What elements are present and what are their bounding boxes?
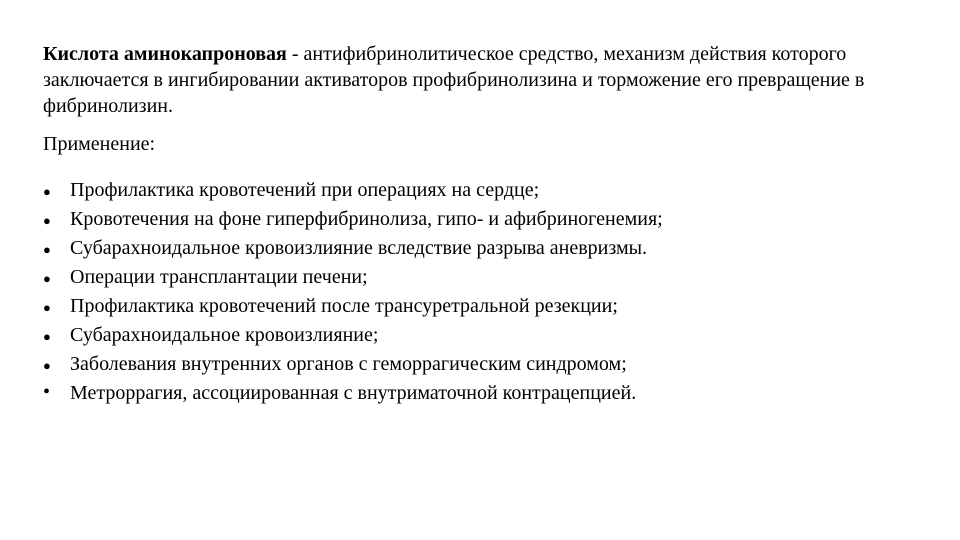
bullet-icon: • bbox=[43, 381, 51, 403]
intro-description: - антифибринолитическое средство, механизм действия которого заключается в ингибировании активаторов профибринолизина и торможение его превращение в фибринолизин. bbox=[43, 43, 865, 117]
bullet-icon: ● bbox=[43, 300, 51, 315]
list-item-text: Заболевания внутренних органов с геморрагическим синдромом; bbox=[70, 353, 627, 375]
list-item bbox=[43, 350, 933, 379]
bullet-icon: ● bbox=[43, 271, 51, 286]
usage-list bbox=[43, 176, 933, 408]
bullet-icon: ● bbox=[43, 329, 51, 344]
list-item bbox=[43, 292, 933, 321]
list-item-text: Операции трансплантации печени; bbox=[70, 266, 368, 288]
list-item bbox=[43, 205, 933, 234]
list-item-text: Субарахноидальное кровоизлияние; bbox=[70, 324, 379, 346]
list-item-text: Профилактика кровотечений при операциях на сердце; bbox=[70, 179, 540, 201]
list-item-text: Метроррагия, ассоциированная с внутриматочной контрацепцией. bbox=[70, 382, 637, 404]
list-item bbox=[43, 321, 933, 350]
usage-heading: Применение: bbox=[43, 133, 156, 155]
list-item-text: Кровотечения на фоне гиперфибринолиза, гипо- и афибриногенемия; bbox=[70, 208, 663, 230]
bullet-icon: ● bbox=[43, 358, 51, 373]
list-item bbox=[43, 176, 933, 205]
bullet-icon: ● bbox=[43, 242, 51, 257]
intro-paragraph bbox=[43, 41, 933, 119]
list-item-text: Субарахноидальное кровоизлияние вследствие разрыва аневризмы. bbox=[70, 237, 648, 259]
list-item bbox=[43, 234, 933, 263]
list-item-text: Профилактика кровотечений после трансуретральной резекции; bbox=[70, 295, 618, 317]
list-item bbox=[43, 263, 933, 292]
bullet-icon: ● bbox=[43, 213, 51, 228]
drug-name: Кислота аминокапроновая bbox=[43, 43, 287, 65]
bullet-icon: ● bbox=[43, 184, 51, 199]
list-item bbox=[43, 379, 933, 408]
